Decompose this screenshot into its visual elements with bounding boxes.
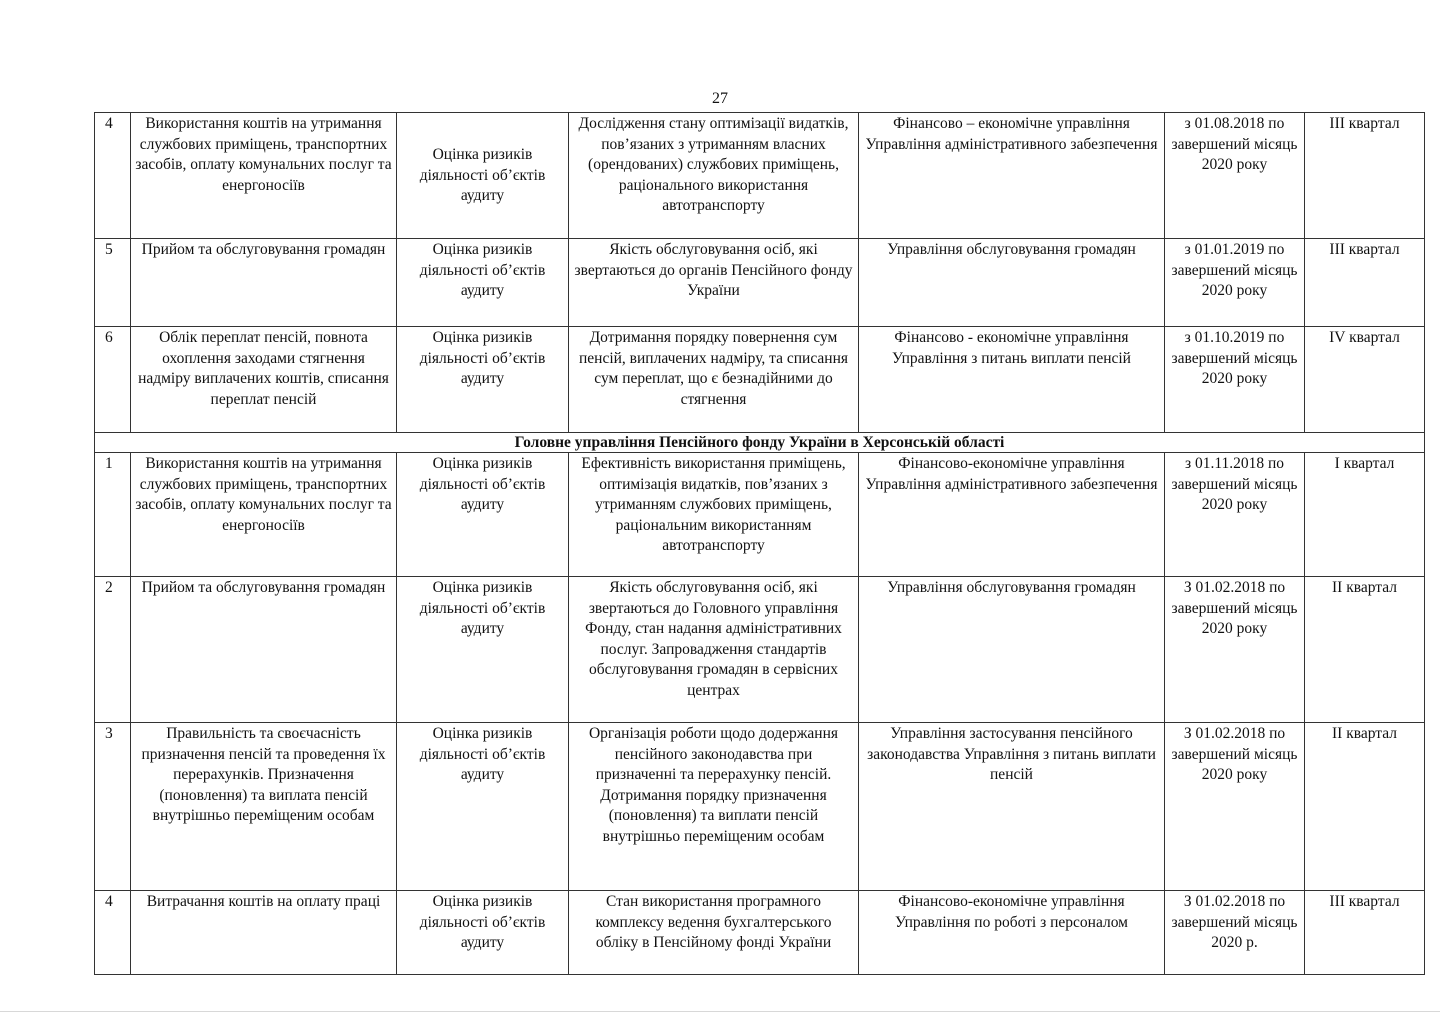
audit-basis: Оцінка ризиків діяльності об’єктів аудиту [397, 327, 569, 433]
row-number: 5 [95, 239, 131, 327]
audit-period: з 01.11.2018 по завершений місяць 2020 року [1165, 453, 1305, 577]
table-row [95, 453, 1425, 577]
audit-period: з 01.01.2019 по завершений місяць 2020 року [1165, 239, 1305, 327]
row-number: 4 [95, 891, 131, 975]
responsible-unit: Управління обслуговування громадян [859, 239, 1165, 327]
responsible-unit: Управління обслуговування громадян [859, 577, 1165, 723]
table-row [95, 327, 1425, 433]
table-row [95, 723, 1425, 891]
audit-quarter: ІІІ квартал [1305, 891, 1425, 975]
audit-period: з 01.08.2018 по завершений місяць 2020 року [1165, 113, 1305, 239]
page-number: 27 [712, 90, 728, 107]
audit-quarter: І квартал [1305, 453, 1425, 577]
audit-content: Організація роботи щодо додержання пенсійного законодавства при призначенні та перерахунку пенсій. Дотримання порядку призначення (поновлення) та виплати пенсій внутрішньо переміщеним особам [569, 723, 859, 891]
audit-content: Якість обслуговування осіб, які звертаються до органів Пенсійного фонду України [569, 239, 859, 327]
audit-subject: Облік переплат пенсій, повнота охоплення заходами стягнення надміру виплачених коштів, списання переплат пенсій [131, 327, 397, 433]
row-number: 2 [95, 577, 131, 723]
audit-subject: Прийом та обслуговування громадян [131, 239, 397, 327]
section-header-row [95, 433, 1425, 453]
audit-basis: Оцінка ризиків діяльності об’єктів аудиту [397, 723, 569, 891]
audit-basis: Оцінка ризиків діяльності об’єктів аудиту [397, 891, 569, 975]
audit-basis: Оцінка ризиків діяльності об’єктів аудиту [397, 239, 569, 327]
audit-basis: Оцінка ризиків діяльності об’єктів аудиту [397, 453, 569, 577]
responsible-unit: Фінансово - економічне управління Управління з питань виплати пенсій [859, 327, 1165, 433]
responsible-unit: Фінансово – економічне управління Управління адміністративного забезпечення [859, 113, 1165, 239]
audit-content: Дослідження стану оптимізації видатків, пов’язаних з утриманням власних (орендованих) службових приміщень, раціонального використання автотранспорту [569, 113, 859, 239]
audit-quarter: ІІ квартал [1305, 577, 1425, 723]
audit-subject: Витрачання коштів на оплату праці [131, 891, 397, 975]
audit-quarter: ІІІ квартал [1305, 113, 1425, 239]
responsible-unit: Фінансово-економічне управління Управління адміністративного забезпечення [859, 453, 1165, 577]
audit-content: Дотримання порядку повернення сум пенсій, виплачених надміру, та списання сум переплат, що є безнадійними до стягнення [569, 327, 859, 433]
audit-subject: Використання коштів на утримання службових приміщень, транспортних засобів, оплату комунальних послуг та енергоносіїв [131, 113, 397, 239]
row-number: 6 [95, 327, 131, 433]
audit-period: З 01.02.2018 по завершений місяць 2020 року [1165, 723, 1305, 891]
audit-period: з 01.10.2019 по завершений місяць 2020 року [1165, 327, 1305, 433]
audit-quarter: ІІ квартал [1305, 723, 1425, 891]
row-number: 4 [95, 113, 131, 239]
table-row [95, 113, 1425, 239]
audit-basis: Оцінка ризиків діяльності об’єктів аудиту [397, 113, 569, 239]
audit-content: Ефективність використання приміщень, оптимізація видатків, пов’язаних з утриманням службових приміщень, раціональним використанням автотранспорту [569, 453, 859, 577]
row-number: 1 [95, 453, 131, 577]
responsible-unit: Фінансово-економічне управління Управління по роботі з персоналом [859, 891, 1165, 975]
table-row [95, 891, 1425, 975]
audit-content: Стан використання програмного комплексу ведення бухгалтерського обліку в Пенсійному фонді України [569, 891, 859, 975]
responsible-unit: Управління застосування пенсійного законодавства Управління з питань виплати пенсій [859, 723, 1165, 891]
audit-quarter: ІІІ квартал [1305, 239, 1425, 327]
section-title: Головне управління Пенсійного фонду України в Херсонській області [95, 433, 1425, 453]
audit-subject: Використання коштів на утримання службових приміщень, транспортних засобів, оплату комунальних послуг та енергоносіїв [131, 453, 397, 577]
table-row [95, 239, 1425, 327]
row-number: 3 [95, 723, 131, 891]
audit-period: З 01.02.2018 по завершений місяць 2020 р. [1165, 891, 1305, 975]
audit-plan-table [94, 112, 1425, 975]
page-edge-line [0, 1011, 1440, 1012]
audit-subject: Правильність та своєчасність призначення пенсій та проведення їх перерахунків. Призначення (поновлення) та виплата пенсій внутрішньо переміщеним особам [131, 723, 397, 891]
audit-quarter: IV квартал [1305, 327, 1425, 433]
audit-period: З 01.02.2018 по завершений місяць 2020 року [1165, 577, 1305, 723]
audit-subject: Прийом та обслуговування громадян [131, 577, 397, 723]
audit-content: Якість обслуговування осіб, які звертаються до Головного управління Фонду, стан надання адміністративних послуг. Запровадження стандартів обслуговування громадян в сервісних центрах [569, 577, 859, 723]
audit-basis: Оцінка ризиків діяльності об’єктів аудиту [397, 577, 569, 723]
table-row [95, 577, 1425, 723]
